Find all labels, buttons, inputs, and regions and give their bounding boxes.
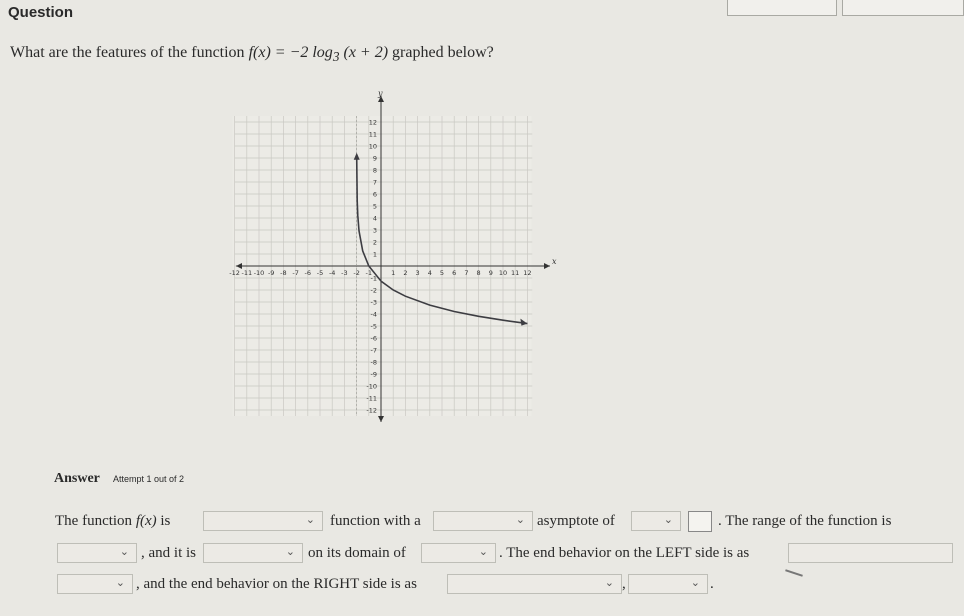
y-tick-label: -11: [366, 394, 377, 403]
x-tick-label: 4: [427, 269, 432, 277]
x-tick-label: -9: [267, 269, 275, 277]
y-tick-label: -1: [370, 274, 377, 283]
y-tick-label: 1: [372, 250, 377, 259]
header-control-box[interactable]: [727, 0, 837, 16]
page-title: Question: [8, 4, 74, 21]
sentence-part: [55, 513, 170, 530]
attempt-counter: Attempt 1 out of 2: [112, 474, 185, 484]
y-tick-label: 10: [368, 142, 377, 151]
x-tick-label: 1: [391, 269, 396, 277]
y-tick-label: 2: [372, 238, 377, 247]
sentence-text: The function: [55, 513, 136, 529]
x-tick-label: -10: [253, 269, 265, 277]
x-tick-label: 10: [498, 269, 508, 277]
x-tick-label: -1: [365, 269, 373, 277]
sentence-text: is: [156, 513, 171, 529]
x-tick-label: -5: [316, 269, 324, 277]
x-tick-label: 6: [452, 269, 457, 277]
question-function: [248, 44, 389, 65]
x-tick-label: -8: [280, 269, 287, 277]
sentence-part: , and the end behavior on the RIGHT side is as: [136, 576, 417, 592]
y-tick-label: -3: [370, 298, 377, 307]
graph-svg: [229, 89, 557, 426]
function-type-dropdown[interactable]: [203, 511, 323, 531]
x-tick-label: -4: [328, 269, 336, 277]
sentence-part: function with a: [330, 513, 421, 529]
x-tick-label: 9: [488, 269, 493, 277]
sentence-part: , and it is: [141, 545, 196, 561]
y-tick-label: -2: [370, 286, 377, 295]
y-tick-label: -7: [370, 346, 377, 355]
chevron-down-icon: ⌄: [690, 576, 700, 589]
x-tick-label: 2: [403, 269, 408, 277]
y-tick-label: -5: [370, 322, 377, 331]
x-tick-label: 7: [464, 269, 469, 277]
sentence-part: on its domain of: [308, 545, 406, 561]
asymptote-type-dropdown[interactable]: [433, 511, 533, 531]
y-axis-arrow-bottom: [378, 416, 384, 422]
sentence-part: ,: [622, 576, 626, 592]
y-tick-label: 7: [372, 178, 377, 187]
y-tick-label: -4: [370, 310, 377, 319]
left-end-behavior-limit-dropdown[interactable]: [57, 574, 133, 594]
header-control-box[interactable]: [842, 0, 964, 16]
y-tick-label: 5: [372, 202, 377, 211]
x-tick-label: 11: [511, 269, 520, 277]
log-base: 3: [332, 49, 340, 65]
x-tick-label: 5: [439, 269, 445, 277]
x-tick-label: 3: [415, 269, 420, 277]
y-tick-label: 8: [372, 166, 377, 175]
chevron-down-icon: ⌄: [285, 545, 295, 558]
function-expression: f(x) = −2 log: [248, 44, 333, 61]
sentence-part: .: [710, 576, 714, 592]
x-tick-label: 12: [523, 269, 532, 277]
answer-header: [54, 467, 184, 487]
right-end-behavior-dropdown[interactable]: [447, 574, 622, 594]
y-tick-label: 3: [372, 226, 377, 235]
y-tick-label: 4: [372, 214, 377, 223]
chevron-down-icon: ⌄: [663, 513, 673, 526]
y-tick-label: 12: [368, 118, 377, 127]
y-tick-label: 6: [372, 190, 377, 199]
x-tick-label: -7: [292, 269, 299, 277]
chevron-down-icon: ⌄: [515, 513, 525, 526]
y-tick-label: -6: [370, 334, 377, 343]
x-axis-arrow: [544, 263, 550, 269]
function-argument: (x + 2): [343, 44, 389, 61]
question-prefix: What are the features of the function: [10, 44, 249, 61]
range-dropdown[interactable]: [57, 543, 137, 563]
x-tick-label: 8: [476, 269, 481, 277]
y-axis-label: y: [378, 89, 383, 98]
answer-label: Answer: [54, 471, 100, 486]
y-tick-label: 9: [372, 154, 377, 163]
y-tick-label: -9: [370, 370, 377, 379]
right-end-behavior-limit-dropdown[interactable]: [628, 574, 708, 594]
asymptote-variable-dropdown[interactable]: [631, 511, 681, 531]
x-tick-label: -3: [341, 269, 348, 277]
x-tick-label: -6: [304, 269, 312, 277]
domain-dropdown[interactable]: [421, 543, 496, 563]
chevron-down-icon: ⌄: [119, 545, 129, 558]
y-tick-label: 11: [368, 130, 377, 139]
chevron-down-icon: ⌄: [305, 513, 315, 526]
y-tick-label: -8: [370, 358, 377, 367]
y-tick-label: -10: [366, 382, 377, 391]
x-tick-label: -11: [241, 269, 253, 277]
left-end-behavior-dropdown[interactable]: [788, 543, 953, 563]
question-suffix: graphed below?: [388, 44, 494, 61]
sentence-part: . The end behavior on the LEFT side is as: [499, 545, 750, 561]
asymptote-value-input[interactable]: [688, 511, 712, 532]
sentence-fx: f(x): [135, 513, 157, 529]
x-tick-label: -2: [353, 269, 360, 277]
chevron-down-icon: ⌄: [604, 576, 614, 589]
x-axis-label: x: [552, 257, 557, 266]
pen-mark: [785, 569, 803, 576]
chevron-down-icon: ⌄: [478, 545, 488, 558]
question-text: [10, 44, 494, 65]
x-tick-label: -12: [229, 269, 240, 277]
sentence-part: . The range of the function is: [718, 513, 892, 529]
sentence-part: asymptote of: [537, 513, 615, 529]
y-tick-label: -12: [366, 406, 377, 415]
chevron-down-icon: ⌄: [115, 576, 125, 589]
function-graph: [229, 89, 557, 426]
monotonic-dropdown[interactable]: [203, 543, 303, 563]
